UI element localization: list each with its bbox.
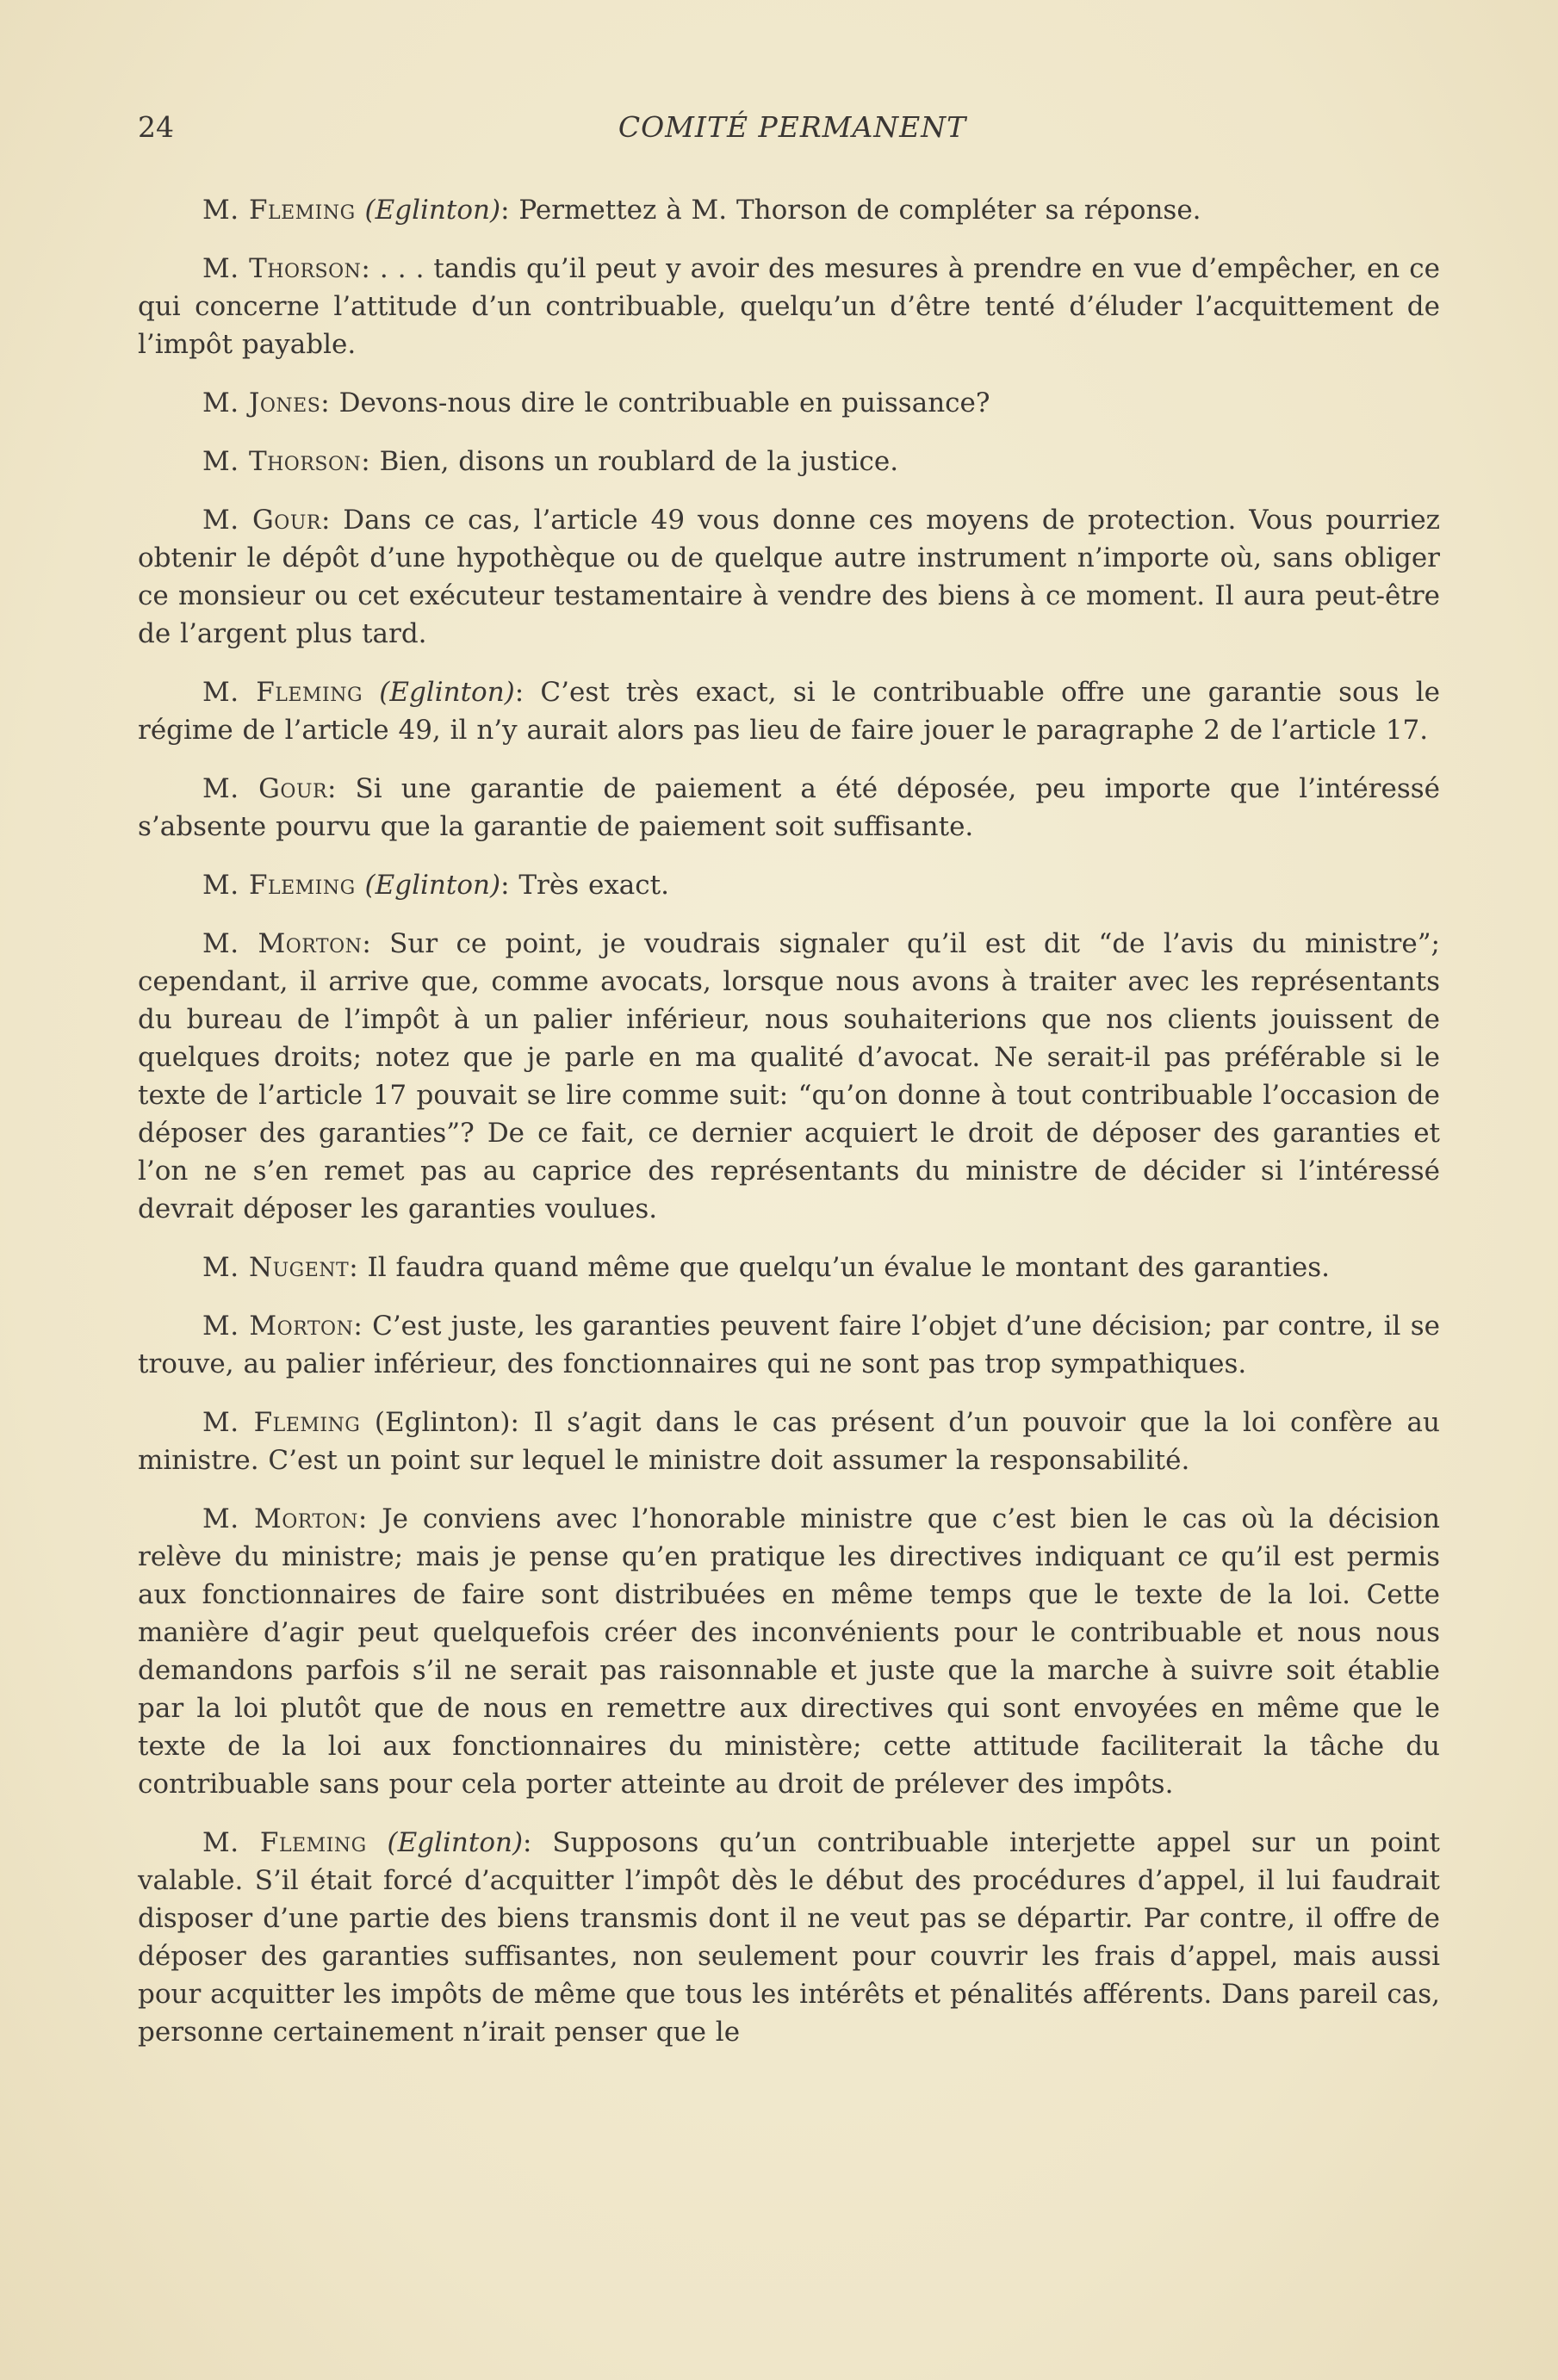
speaker-name: M. Gour [202, 773, 328, 804]
page-number: 24 [138, 110, 174, 144]
speech-text: : Bien, disons un roublard de la justice. [361, 446, 899, 477]
paragraph [138, 866, 1440, 904]
paragraph [138, 673, 1440, 749]
speech-text: : Il faudra quand même que quelqu’un évalue le montant des garanties. [349, 1252, 1331, 1283]
speech-text: : Dans ce cas, l’article 49 vous donne ces moyens de protection. Vous pourriez obtenir le dépôt d’une hypothèque ou de quelque autre instrument n’importe où, sans obliger ce monsieur ou cet exécuteur testamentaire à vendre des biens à ce moment. Il aura peut-être de l’argent plus tard. [138, 505, 1440, 649]
paragraph [138, 1404, 1440, 1479]
running-header [138, 110, 1447, 152]
speech-text: : Devons-nous dire le contribuable en puissance? [320, 387, 990, 418]
riding-name: (Eglinton) [387, 1827, 524, 1858]
paragraph [138, 250, 1440, 363]
speaker-name: M. Fleming [202, 870, 356, 901]
speaker-name: M. Gour [202, 505, 321, 536]
running-title: COMITÉ PERMANENT [618, 110, 967, 144]
speaker-name: M. Morton [202, 928, 363, 959]
speaker-name: M. Morton [202, 1311, 354, 1342]
speech-text: : Supposons qu’un contribuable interjette appel sur un point valable. S’il était forcé d’acquitter l’impôt dès le début des procédures d’appel, il lui faudrait disposer d’une partie des biens transmis dont il ne veut pas se départir. Par contre, il offre de déposer des garanties suffisantes, non seulement pour couvrir les frais d’appel, mais aussi pour acquitter les impôts de même que tous les intérêts et pénalités afférents. Dans pareil cas, personne certainement n’irait penser que le [138, 1827, 1440, 2048]
speech-text: : Je conviens avec l’honorable ministre que c’est bien le cas où la décision relève du ministre; mais je pense qu’en pratique les directives indiquant ce qu’il est permis aux fonctionnaires de faire sont distribuées en même temps que le texte de la loi. Cette manière d’agir peut quelquefois créer des inconvénients pour le contribuable et nous nous demandons parfois s’il ne serait pas raisonnable et juste que la marche à suivre soit établie par la loi plutôt que de nous en remettre aux directives qui sont envoyées en même que le texte de la loi aux fonctionnaires du ministère; cette attitude faciliterait la tâche du contribuable sans pour cela porter atteinte au droit de prélever des impôts. [138, 1503, 1441, 1800]
speaker-name: M. Fleming [202, 1407, 361, 1438]
paragraph [138, 384, 1440, 422]
speech-text: : C’est très exact, si le contribuable offre une garantie sous le régime de l’article 49, il n’y aurait alors pas lieu de faire jouer le paragraphe 2 de l’article 17. [138, 677, 1440, 746]
riding-name: (Eglinton) [364, 870, 501, 901]
paragraph [138, 1500, 1440, 1803]
paragraph [138, 191, 1440, 229]
riding-name: (Eglinton) [379, 677, 515, 708]
speech-text: : Il s’agit dans le cas présent d’un pouvoir que la loi confère au ministre. C’est un point sur lequel le ministre doit assumer la responsabilité. [138, 1407, 1441, 1476]
speech-text: : . . . tandis qu’il peut y avoir des mesures à prendre en vue d’empêcher, en ce qui concerne l’attitude d’un contribuable, quelqu’un d’être tenté d’éluder l’acquittement de l’impôt payable. [138, 253, 1440, 360]
speaker-name: M. Jones [202, 387, 321, 418]
speech-text: : Sur ce point, je voudrais signaler qu’il est dit “de l’avis du ministre”; cependant, il arrive que, comme avocats, lorsque nous avons à traiter avec les représentants du bureau de l’impôt à un palier inférieur, nous souhaiterions que nos clients jouissent de quelques droits; notez que je parle en ma qualité d’avocat. Ne serait-il pas préférable si le texte de l’article 17 pouvait se lire comme suit: “qu’on donne à tout contribuable l’occasion de déposer des garanties”? De ce fait, ce dernier acquiert le droit de déposer des garanties et l’on ne s’en remet pas au caprice des représentants du ministre de décider si l’intéressé devrait déposer les garanties voulues. [138, 928, 1440, 1224]
paragraph [138, 501, 1440, 653]
speaker-name: M. Nugent [202, 1252, 350, 1283]
riding-name: (Eglinton) [374, 1407, 511, 1438]
paragraph [138, 443, 1440, 480]
paragraph [138, 1249, 1440, 1286]
speaker-name: M. Fleming [202, 677, 363, 708]
speaker-name: M. Thorson [202, 446, 362, 477]
speech-text: : Permettez à M. Thorson de compléter sa réponse. [500, 195, 1201, 226]
speaker-name: M. Fleming [202, 1827, 367, 1858]
speaker-name: M. Thorson [202, 253, 362, 284]
paragraph [138, 770, 1440, 846]
riding-name: (Eglinton) [364, 195, 501, 226]
speaker-name: M. Morton [202, 1503, 358, 1534]
speech-text: : C’est juste, les garanties peuvent faire l’objet d’une décision; par contre, il se trouve, au palier inférieur, des fonctionnaires qui ne sont pas trop sympathiques. [138, 1311, 1440, 1379]
paragraph [138, 1824, 1440, 2051]
speech-text: : Très exact. [500, 870, 669, 901]
speaker-name: M. Fleming [202, 195, 356, 226]
paragraph [138, 925, 1440, 1228]
transcript-body [138, 191, 1440, 2072]
speech-text: : Si une garantie de paiement a été déposée, peu importe que l’intéressé s’absente pourvu que la garantie de paiement soit suffisante. [138, 773, 1440, 842]
paragraph [138, 1307, 1440, 1383]
